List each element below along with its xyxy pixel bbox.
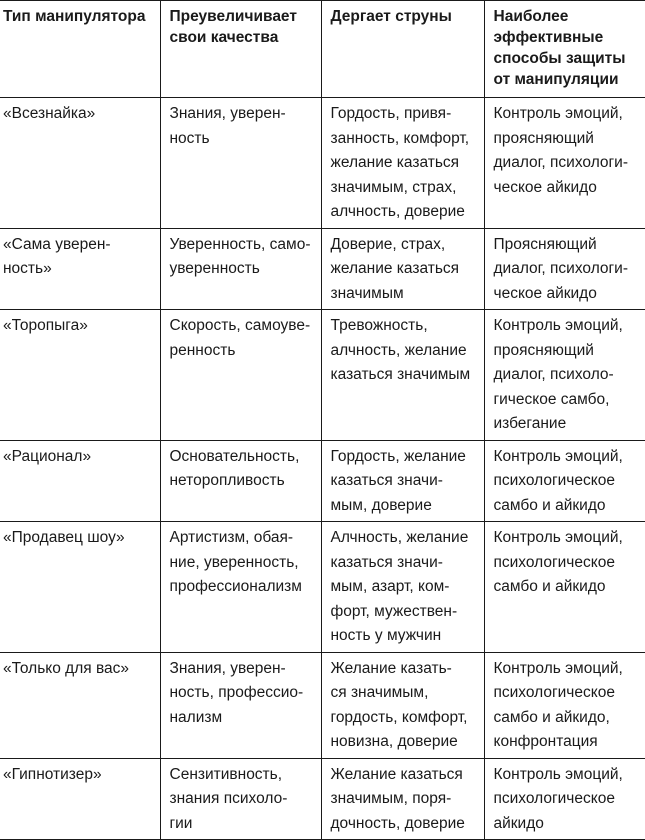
cell-manipulator-type: «Только для вас» — [0, 652, 160, 758]
cell-pulls-strings: Алчность, желание казаться значи- мым, азарт, ком- форт, мужествен- ность у мужчин — [321, 522, 484, 653]
cell-defense-methods: Проясняющий диалог, психологи- ческое айкидо — [484, 228, 645, 310]
cell-manipulator-type: «Рационал» — [0, 440, 160, 522]
cell-exaggerates-qualities: Знания, уверен- ность, профессио- нализм — [160, 652, 321, 758]
cell-pulls-strings: Доверие, страх, желание казаться значимым — [321, 228, 484, 310]
cell-manipulator-type: «Всезнайка» — [0, 98, 160, 229]
cell-exaggerates-qualities: Основательность, неторопливость — [160, 440, 321, 522]
cell-defense-methods: Контроль эмоций, психологическое самбо и айкидо, конфронтация — [484, 652, 645, 758]
cell-exaggerates-qualities: Скорость, самоуве- ренность — [160, 310, 321, 441]
header-manipulator-type: Тип манипулятора — [0, 1, 160, 98]
cell-exaggerates-qualities: Сензитивность, знания психоло- гии — [160, 758, 321, 840]
cell-defense-methods: Контроль эмоций, проясняющий диалог, психоло- гическое самбо, избегание — [484, 310, 645, 441]
cell-defense-methods: Контроль эмоций, психологическое айкидо — [484, 758, 645, 840]
cell-manipulator-type: «Торопыга» — [0, 310, 160, 441]
table-row — [0, 310, 645, 441]
header-pulls-strings: Дергает струны — [321, 1, 484, 98]
cell-pulls-strings: Тревожность, алчность, желание казаться значимым — [321, 310, 484, 441]
cell-manipulator-type: «Сама уверен- ность» — [0, 228, 160, 310]
cell-manipulator-type: «Продавец шоу» — [0, 522, 160, 653]
table-row — [0, 652, 645, 758]
cell-defense-methods: Контроль эмоций, психологическое самбо и айкидо — [484, 440, 645, 522]
header-defense-methods: Наиболее эффективные способы защиты от манипуляции — [484, 1, 645, 98]
cell-defense-methods: Контроль эмоций, психологическое самбо и айкидо — [484, 522, 645, 653]
cell-pulls-strings: Желание казать- ся значимым, гордость, комфорт, новизна, доверие — [321, 652, 484, 758]
table-row — [0, 228, 645, 310]
cell-exaggerates-qualities: Знания, уверен- ность — [160, 98, 321, 229]
table-row — [0, 758, 645, 840]
cell-pulls-strings: Желание казаться значимым, поря- дочность, доверие — [321, 758, 484, 840]
table-row — [0, 522, 645, 653]
table-row — [0, 440, 645, 522]
cell-pulls-strings: Гордость, привя- занность, комфорт, желание казаться значимым, страх, алчность, доверие — [321, 98, 484, 229]
cell-pulls-strings: Гордость, желание казаться значи- мым, доверие — [321, 440, 484, 522]
cell-exaggerates-qualities: Уверенность, само- уверенность — [160, 228, 321, 310]
table-row — [0, 98, 645, 229]
cell-defense-methods: Контроль эмоций, проясняющий диалог, психологи- ческое айкидо — [484, 98, 645, 229]
cell-manipulator-type: «Гипнотизер» — [0, 758, 160, 840]
header-row — [0, 1, 645, 98]
header-exaggerates-qualities: Преувеличивает свои качества — [160, 1, 321, 98]
cell-exaggerates-qualities: Артистизм, обая- ние, уверенность, профессионализм — [160, 522, 321, 653]
